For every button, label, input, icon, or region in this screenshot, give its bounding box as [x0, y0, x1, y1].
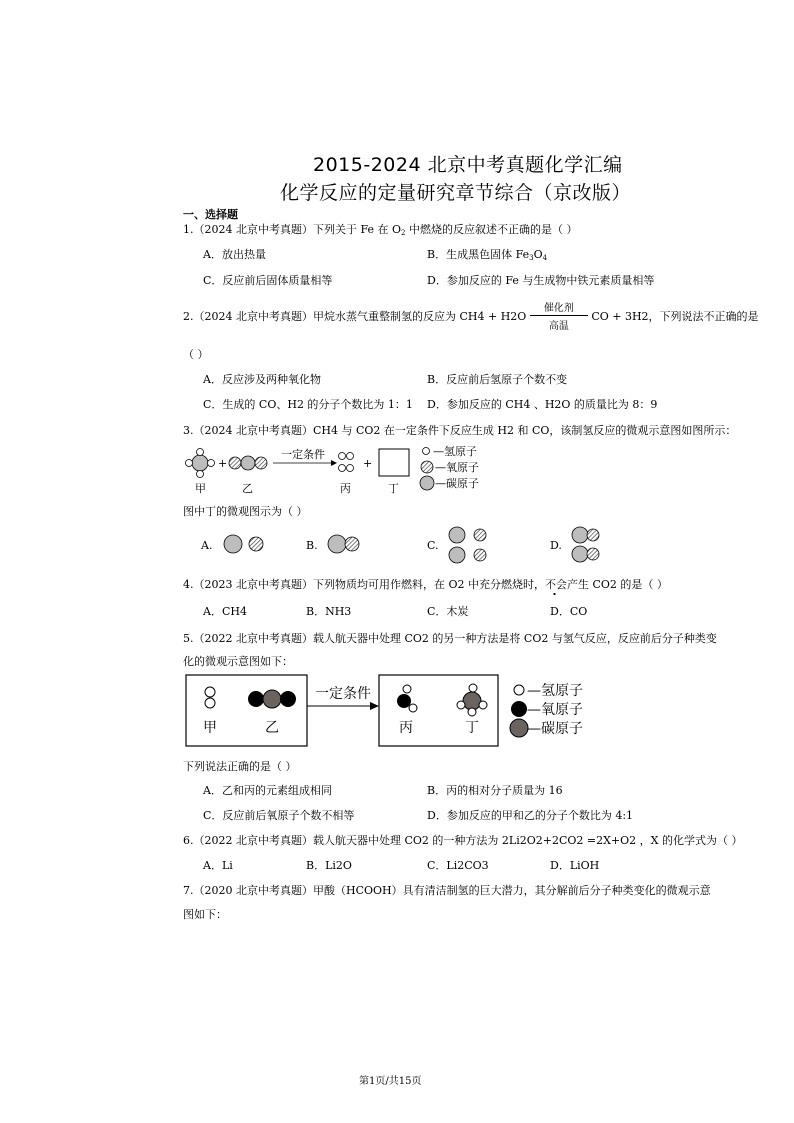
svg-text:—碳原子: —碳原子 — [435, 477, 479, 490]
question-4-option-b[interactable]: B．NH3 — [306, 605, 352, 618]
molecule-h2-icon — [339, 453, 354, 472]
svg-text:—氧原子: —氧原子 — [435, 461, 479, 474]
section-heading: 一、选择题 — [183, 208, 238, 221]
equation-condition: $\frac{\text{催化剂}}{\text{高温}}$ — [530, 311, 588, 323]
question-3-option-b[interactable]: B. — [306, 539, 318, 552]
carbon-atom-icon — [510, 719, 528, 737]
question-5-option-c[interactable]: C．反应前后氧原子个数不相等 — [203, 809, 355, 822]
svg-text:甲: 甲 — [203, 720, 217, 736]
svg-text:—氢原子: —氢原子 — [527, 683, 583, 699]
question-5-stem-line2: 化的微观示意图如下： — [183, 655, 293, 668]
page-footer: 第1页/共15页 — [359, 1076, 422, 1087]
question-4-stem: 4.（2023 北京中考真题）下列物质均可用作燃料，在 O2 中充分燃烧时，不会产生 CO2 的是（ ） — [183, 578, 668, 591]
question-2-option-a[interactable]: A．反应涉及两种氧化物 — [203, 373, 321, 386]
equation-right: CO + 3H2 — [591, 310, 649, 323]
doc-title-line2: 化学反应的定量研究章节综合（京改版） — [280, 182, 632, 204]
question-6-option-d[interactable]: D．LiOH — [550, 859, 600, 872]
svg-text:—氧原子: —氧原子 — [527, 702, 583, 718]
question-3-reaction-diagram — [183, 444, 513, 500]
question-4-option-c[interactable]: C．木炭 — [427, 605, 469, 618]
oxygen-atom-icon — [421, 461, 433, 473]
question-6-option-c[interactable]: C．Li2CO3 — [427, 859, 489, 872]
hydrogen-atom-icon — [423, 448, 430, 455]
question-5-reaction-diagram — [183, 672, 603, 750]
question-6-stem: 6.（2022 北京中考真题）载人航天器中处理 CO2 的一种方法为 2Li2O2+2CO2 =2X+O2 ，X 的化学式为（ ） — [183, 834, 743, 847]
condition-label: 一定条件 — [281, 448, 325, 461]
question-2-option-c[interactable]: C．生成的 CO、H2 的分子个数比为 1：1 — [203, 398, 413, 411]
question-7-stem-line1: 7.（2020 北京中考真题）甲酸（HCOOH）具有清洁制氢的巨大潜力，其分解前后分子种类变化的微观示意 — [183, 884, 711, 897]
question-3-option-d[interactable]: D. — [550, 539, 562, 552]
question-3-ask: 图中丁的微观图示为（ ） — [183, 505, 308, 518]
question-1-option-c[interactable]: C．反应前后固体质量相等 — [203, 274, 333, 287]
svg-text:乙: 乙 — [265, 720, 279, 736]
question-5-ask: 下列说法正确的是（ ） — [183, 760, 297, 773]
svg-text:—氢原子: —氢原子 — [433, 445, 477, 458]
question-7-stem-line2: 图如下： — [183, 908, 227, 921]
svg-text:甲: 甲 — [195, 482, 206, 495]
question-3-option-a[interactable]: A. — [201, 539, 213, 552]
question-5-option-a[interactable]: A．乙和丙的元素组成相同 — [203, 784, 332, 797]
equation-left: CH4 + H2O — [459, 310, 527, 323]
hydrogen-atom-icon — [514, 685, 524, 695]
question-3-option-c[interactable]: C. — [427, 539, 439, 552]
question-5-option-d[interactable]: D．参加反应的甲和乙的分子个数比为 4:1 — [427, 809, 634, 822]
legend — [510, 683, 583, 737]
svg-text:+: + — [363, 457, 373, 470]
option-b-diagram — [326, 533, 366, 555]
doc-title-line1: 2015-2024 北京中考真题化学汇编 — [313, 154, 623, 176]
emphasis-text: 不会 — [545, 578, 567, 591]
question-2-option-b[interactable]: B．反应前后氢原子个数不变 — [427, 373, 568, 386]
question-2-paren: （ ） — [183, 348, 209, 361]
condition-label: 一定条件 — [315, 686, 371, 702]
question-3-stem: 3.（2024 北京中考真题）CH4 与 CO2 在一定条件下反应生成 H2 和 CO，该制氢反应的微观示意图如图所示： — [183, 424, 737, 437]
question-1-stem: 1.（2024 北京中考真题）下列关于 Fe 在 $O_2$ 中燃烧的反应叙述不正确的是（ ） — [183, 223, 578, 237]
question-2-stem: 2.（2024 北京中考真题）甲烷水蒸气重整制氢的反应为 CH4 + H2O $\frac{\text{催化剂}}{\text{高温}}$ CO + 3H2，下列说法不正确的是 — [183, 303, 759, 332]
carbon-atom-icon — [420, 476, 434, 490]
question-4-option-d[interactable]: D．CO — [550, 605, 588, 618]
question-1-option-a[interactable]: A．放出热量 — [203, 248, 266, 261]
molecule-co2-icon — [248, 690, 296, 708]
oxygen-atom-icon — [511, 701, 527, 717]
question-2-option-d[interactable]: D．参加反应的 CH4 、H2O 的质量比为 8：9 — [427, 398, 658, 411]
question-1-option-d[interactable]: D．参加反应的 Fe 与生成物中铁元素质量相等 — [427, 274, 655, 287]
unknown-product-box — [379, 449, 409, 476]
question-1-option-b[interactable]: B．生成黑色固体 $Fe_3O_4$ — [427, 248, 548, 262]
legend — [420, 444, 479, 490]
option-a-diagram — [220, 533, 270, 555]
reaction-arrow-icon — [307, 702, 379, 710]
option-d-diagram — [568, 524, 604, 566]
question-5-option-b[interactable]: B．丙的相对分子质量为 16 — [427, 784, 563, 797]
svg-text:+: + — [218, 457, 228, 470]
option-c-diagram — [446, 525, 492, 565]
svg-text:乙: 乙 — [242, 482, 253, 495]
svg-text:—碳原子: —碳原子 — [527, 721, 583, 737]
question-6-option-b[interactable]: B．Li2O — [306, 859, 352, 872]
molecule-ch4-icon — [186, 449, 215, 478]
svg-text:丁: 丁 — [388, 482, 399, 495]
molecule-co2-icon — [229, 456, 267, 470]
svg-text:丁: 丁 — [465, 720, 479, 736]
svg-text:丙: 丙 — [340, 482, 351, 495]
svg-text:丙: 丙 — [399, 720, 413, 736]
question-5-stem-line1: 5.（2022 北京中考真题）载人航天器中处理 CO2 的另一种方法是将 CO2 与氢气反应，反应前后分子种类变 — [183, 632, 717, 645]
question-6-option-a[interactable]: A．Li — [203, 859, 233, 872]
question-4-option-a[interactable]: A．CH4 — [203, 605, 247, 618]
